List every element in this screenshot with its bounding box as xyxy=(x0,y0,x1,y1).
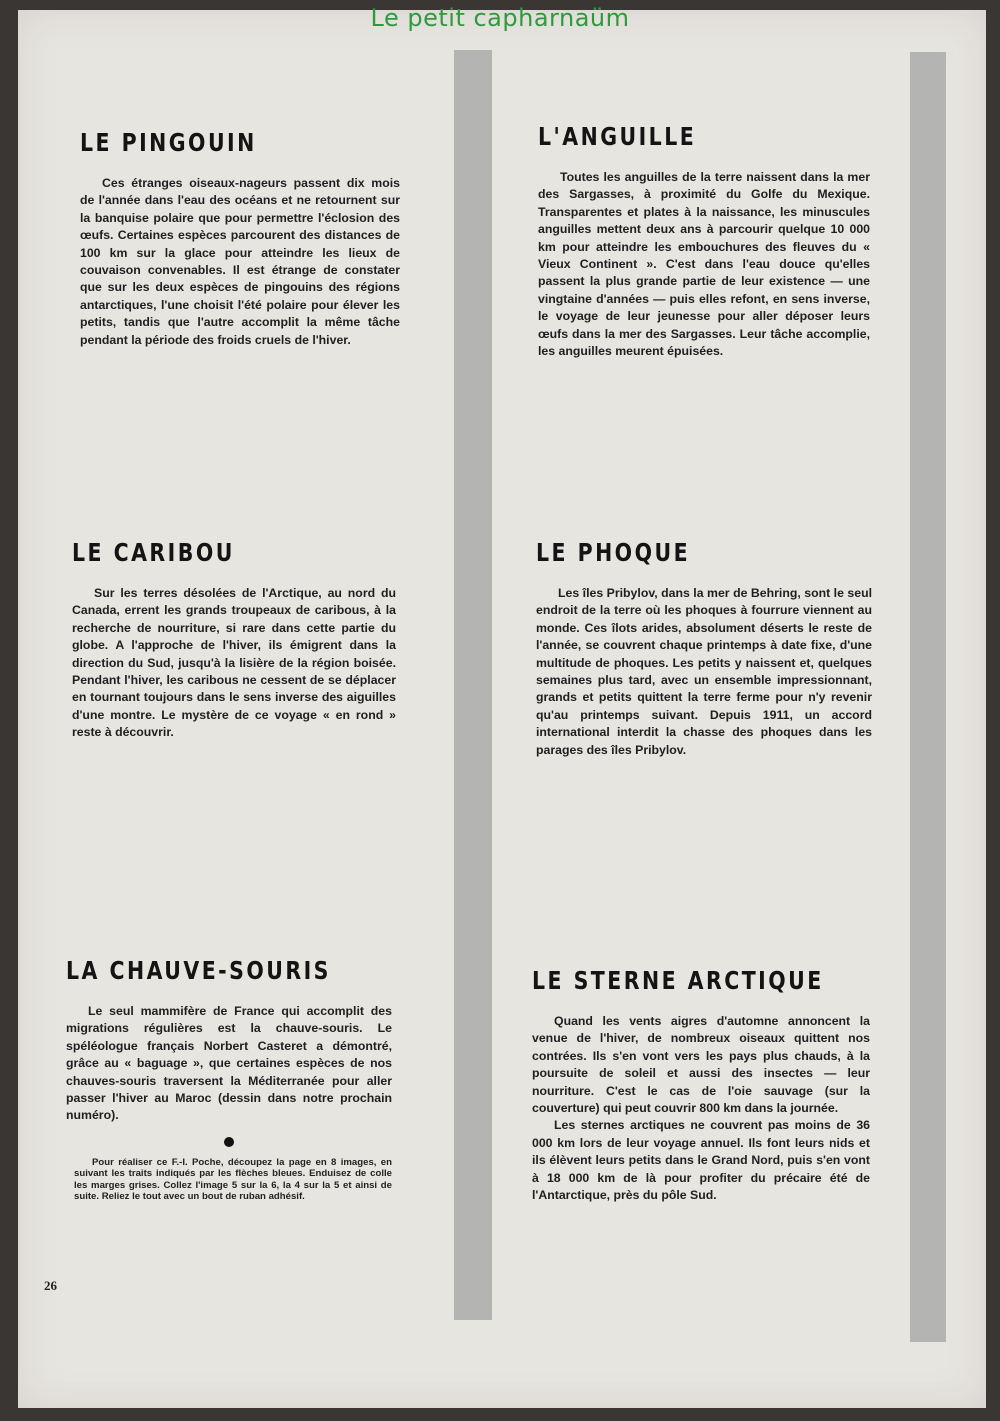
page-number: 26 xyxy=(44,1278,57,1293)
section-text: Sur les terres désolées de l'Arctique, au nord du Canada, errent les grands troupeaux de caribous, à la recherche de nourriture, si rare dans cette partie du globe. A l'approche de l'hiver, ils émigrent dans la direction du Sud, jusqu'à la lisière de la région boisée. Pendant l'hiver, les caribous ne cessent de se déplacer en tournant toujours dans le sens inverse des aiguilles d'une montre. Le mystère de ce voyage « en rond » reste à découvrir. xyxy=(72,586,396,740)
gray-glue-margin-right xyxy=(910,52,946,1342)
section-text: Les sternes arctiques ne couvrent pas moins de 36 000 km lors de leur voyage annuel. Ils font leurs nids et ils élèvent leurs petits dans le Grand Nord, puis s'en vont à 18 000 km de là pour profiter du précaire été de l'Antarctique, près du pôle Sud. xyxy=(532,1118,870,1203)
magazine-page xyxy=(18,10,986,1408)
assembly-instructions: Pour réaliser ce F.-I. Poche, découpez la page en 8 images, en suivant les traits indiqués par les flèches bleues. Enduisez de colle les marges grises. Collez l'image 5 sur la 6, la 4 sur la 5 et ainsi de suite. Reliez le tout avec un bout de ruban adhésif. xyxy=(74,1156,392,1203)
section-text: Le seul mammifère de France qui accomplit des migrations régulières est la chauve-souris. Le spéléologue français Norbert Casteret a démontré, grâce au « baguage », que certaines espèces de nos chauves-souris traversent la Méditerranée pour aller passer l'hiver au Maroc (dessin dans notre prochain numéro). xyxy=(66,1004,392,1123)
section-anguille xyxy=(538,122,870,360)
section-phoque xyxy=(536,538,872,759)
section-title: LE STERNE ARCTIQUE xyxy=(532,966,824,995)
section-title: LE CARIBOU xyxy=(72,538,235,567)
section-title: LA CHAUVE-SOURIS xyxy=(66,956,331,985)
section-chauve-souris xyxy=(66,956,392,1203)
section-pingouin xyxy=(80,128,400,349)
section-text: Toutes les anguilles de la terre naissent dans la mer des Sargasses, à proximité du Golfe du Mexique. Transparentes et plates à la naissance, les minuscules anguilles mettent deux ans à parcourir quelque 10 000 km pour atteindre les embouchures des fleuves du « Vieux Continent ». C'est dans l'eau douce qu'elles passent la plus grande partie de leur existence — une vingtaine d'années — puis elles refont, en sens inverse, le voyage de leur jeunesse pour aller déposer leurs œufs dans la mer des Sargasses. Leur tâche accomplie, les anguilles meurent épuisées. xyxy=(538,170,870,359)
section-text: Ces étranges oiseaux-nageurs passent dix mois de l'année dans l'eau des océans et ne retournent sur la banquise polaire que pour permettre l'éclosion des œufs. Certaines espèces parcourent des distances de 100 km sur la glace pour atteindre les lieux de couvaison convenables. Il est étrange de constater que sur les deux espèces de pingouins des régions antarctiques, l'une choisit l'été polaire pour élever les petits, tandis que l'autre accomplit la même tâche pendant la période des froids cruels de l'hiver. xyxy=(80,176,400,347)
section-caribou xyxy=(72,538,396,742)
section-title: LE PINGOUIN xyxy=(80,128,257,157)
section-sterne-arctique xyxy=(532,966,870,1204)
gray-glue-margin-left xyxy=(454,50,492,1320)
section-text: Les îles Pribylov, dans la mer de Behring, sont le seul endroit de la terre où les phoques à fourrure viennent au monde. Ces îlots arides, absolument déserts le reste de l'année, se couvrent chaque printemps à date fixe, d'une multitude de phoques. Les petits y naissent et, quelques semaines plus tard, avec un ensemble impressionnant, grands et petits quittent la terre ferme pour n'y revenir qu'au printemps suivant. Depuis 1911, un accord international interdit la chasse des phoques dans les parages des îles Pribylov. xyxy=(536,586,872,757)
bullet-dot xyxy=(224,1137,234,1147)
section-text: Quand les vents aigres d'automne annoncent la venue de l'hiver, de nombreux oiseaux quittent nos contrées. Ils s'en vont vers les pays plus chauds, à la poursuite de soleil et aussi des insectes — leur nourriture. C'est le cas de l'oie sauvage (sur la couverture) qui peut couvrir 800 km dans la journée. xyxy=(532,1014,870,1116)
section-title: LE PHOQUE xyxy=(536,538,691,567)
section-title: L'ANGUILLE xyxy=(538,122,697,151)
watermark-text: Le petit capharnaüm xyxy=(370,4,630,32)
